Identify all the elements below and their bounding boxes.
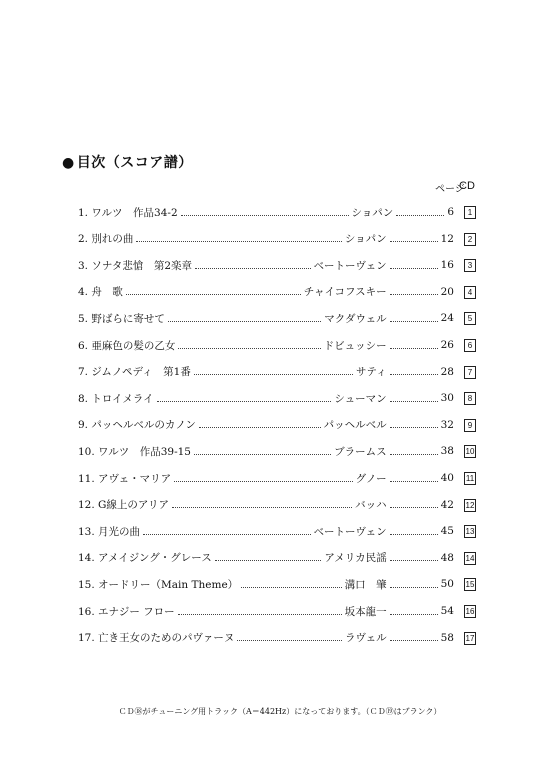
entry-page: 40 [440, 472, 454, 484]
entry-title: 17. 亡き王女のためのパヴァーヌ [78, 632, 235, 645]
toc-entry [78, 257, 454, 273]
entry-title: 15. オードリー（Main Theme） [78, 578, 239, 591]
entry-composer: 坂本龍一 [344, 605, 387, 618]
entry-composer: バッハ [355, 499, 387, 512]
dot-leader [199, 427, 321, 428]
dot-leader [390, 321, 438, 322]
entry-page: 24 [440, 312, 454, 325]
page-column-header: ページ [435, 184, 465, 195]
entry-composer: マクダウェル [324, 312, 387, 325]
dot-leader [390, 348, 438, 349]
toc-entry [78, 523, 454, 539]
entry-page: 16 [440, 259, 454, 272]
toc-entry [78, 470, 454, 486]
cd-track-box: 7 [464, 366, 476, 379]
entry-page: 20 [440, 285, 454, 298]
entry-composer: ショパン [351, 206, 394, 219]
dot-leader [390, 427, 438, 428]
entry-page: 48 [440, 551, 454, 564]
entry-title: 11. アヴェ・マリア [78, 472, 172, 485]
cd-track-box: 13 [465, 527, 475, 537]
entry-composer: サティ [355, 366, 387, 379]
dot-leader [390, 294, 438, 295]
toc-entry [78, 550, 454, 566]
cd-track-box: 12 [465, 500, 475, 510]
toc-entry [78, 576, 454, 592]
entry-page: 50 [440, 578, 454, 591]
entry-title: 10. ワルツ 作品39-15 [78, 445, 191, 458]
dot-leader [136, 241, 341, 242]
entry-page: 45 [440, 525, 454, 538]
dot-leader [396, 215, 444, 216]
entry-page: 58 [440, 631, 454, 644]
cd-track-box: 1 [464, 206, 476, 219]
toc-title-text: 目次（スコア譜） [76, 155, 193, 171]
toc-entry [78, 390, 454, 406]
entry-page: 42 [440, 498, 454, 511]
cd-track-box: 8 [464, 392, 476, 405]
cd-track-box: 2 [464, 233, 476, 246]
entry-title: 3. ソナタ悲愴 第2楽章 [78, 259, 193, 272]
cd-track-box: 11 [465, 474, 475, 483]
dot-leader [195, 268, 311, 269]
entry-title: 9. パッヘルベルのカノン [78, 419, 196, 432]
entry-composer: チャイコフスキー [303, 286, 387, 299]
dot-leader [143, 534, 310, 535]
entry-title: 14. アメイジング・グレース [78, 552, 212, 565]
dot-leader [390, 454, 438, 455]
cd-track-box: 16 [465, 607, 475, 616]
toc-entry [78, 603, 454, 619]
dot-leader [126, 294, 301, 295]
dot-leader [194, 454, 331, 455]
cd-track-box: 4 [464, 286, 476, 299]
dot-leader [215, 560, 322, 561]
dot-leader [390, 481, 438, 482]
entry-title: 2. 別れの曲 [78, 233, 134, 246]
entry-page: 32 [440, 418, 454, 431]
entry-composer: シューマン [334, 392, 387, 405]
entry-page: 28 [440, 365, 454, 378]
cd-track-box: 10 [465, 447, 475, 457]
cd-track-box: 3 [464, 259, 476, 272]
dot-leader [390, 268, 438, 269]
toc-entry [78, 630, 454, 646]
entry-composer: アメリカ民謡 [324, 552, 387, 565]
entry-composer: ベートーヴェン [313, 525, 387, 538]
toc-entry [78, 231, 454, 247]
entry-title: 1. ワルツ 作品34-2 [78, 206, 178, 219]
entry-title: 7. ジムノペディ 第1番 [78, 366, 191, 379]
dot-leader [157, 401, 332, 402]
entry-page: 38 [440, 445, 454, 458]
entry-title: 8. トロイメライ [78, 392, 154, 405]
cd-track-box: 5 [464, 312, 476, 325]
toc-entry [78, 364, 454, 380]
cd-track-box: 14 [465, 553, 475, 563]
entry-title: 6. 亜麻色の髪の乙女 [78, 339, 176, 352]
toc-entry [78, 337, 454, 353]
dot-leader [237, 640, 342, 641]
dot-leader [390, 374, 438, 375]
dot-leader [194, 374, 353, 375]
cd-track-box: 17 [465, 633, 475, 643]
dot-leader [390, 587, 438, 588]
entry-composer: ベートーヴェン [313, 259, 387, 272]
entry-composer: ブラームス [334, 445, 387, 458]
cd-track-box: 9 [464, 419, 476, 432]
entry-composer: ラヴェル [345, 632, 387, 645]
entry-title: 16. エナジー フロー [78, 605, 175, 618]
dot-leader [168, 321, 321, 322]
cd-track-box: 15 [465, 580, 475, 590]
dot-leader [241, 587, 341, 588]
entry-composer: グノー [355, 472, 387, 485]
dot-leader [178, 348, 320, 349]
entry-page: 30 [440, 392, 454, 405]
dot-leader [390, 640, 438, 641]
toc-entry [78, 497, 454, 513]
toc-entry [78, 417, 454, 433]
cd-track-box: 6 [464, 339, 476, 352]
dot-leader [390, 560, 438, 561]
toc-entry [78, 310, 454, 326]
dot-leader [178, 614, 342, 615]
dot-leader [390, 241, 438, 242]
dot-leader [174, 481, 353, 482]
entry-composer: ショパン [344, 233, 387, 246]
toc-entry [78, 204, 454, 220]
toc-entry [78, 443, 454, 459]
entry-title: 4. 舟 歌 [78, 286, 123, 299]
entry-title: 5. 野ばらに寄せて [78, 312, 165, 325]
footer-note: ＣＤ⑱がチューニング用トラック（A＝442Hz）になっております。（ＣＤ⑲はブランク） [118, 707, 442, 716]
entry-page: 54 [440, 605, 454, 617]
bullet-icon: ● [62, 155, 75, 171]
entry-page: 6 [447, 206, 454, 218]
dot-leader [390, 614, 438, 615]
entry-title: 13. 月光の曲 [78, 525, 141, 538]
cd-column-header: CD [459, 180, 475, 192]
toc-entry [78, 284, 454, 300]
dot-leader [390, 401, 438, 402]
dot-leader [390, 534, 438, 535]
dot-leader [181, 215, 349, 216]
dot-leader [172, 507, 352, 508]
entry-page: 26 [440, 339, 454, 351]
entry-composer: ドビュッシー [323, 339, 387, 352]
entry-composer: パッヘルベル [323, 419, 387, 432]
entry-page: 12 [440, 232, 454, 245]
entry-composer: 溝口 肇 [344, 578, 387, 591]
dot-leader [390, 507, 438, 508]
entry-title: 12. G線上のアリア [78, 499, 170, 512]
